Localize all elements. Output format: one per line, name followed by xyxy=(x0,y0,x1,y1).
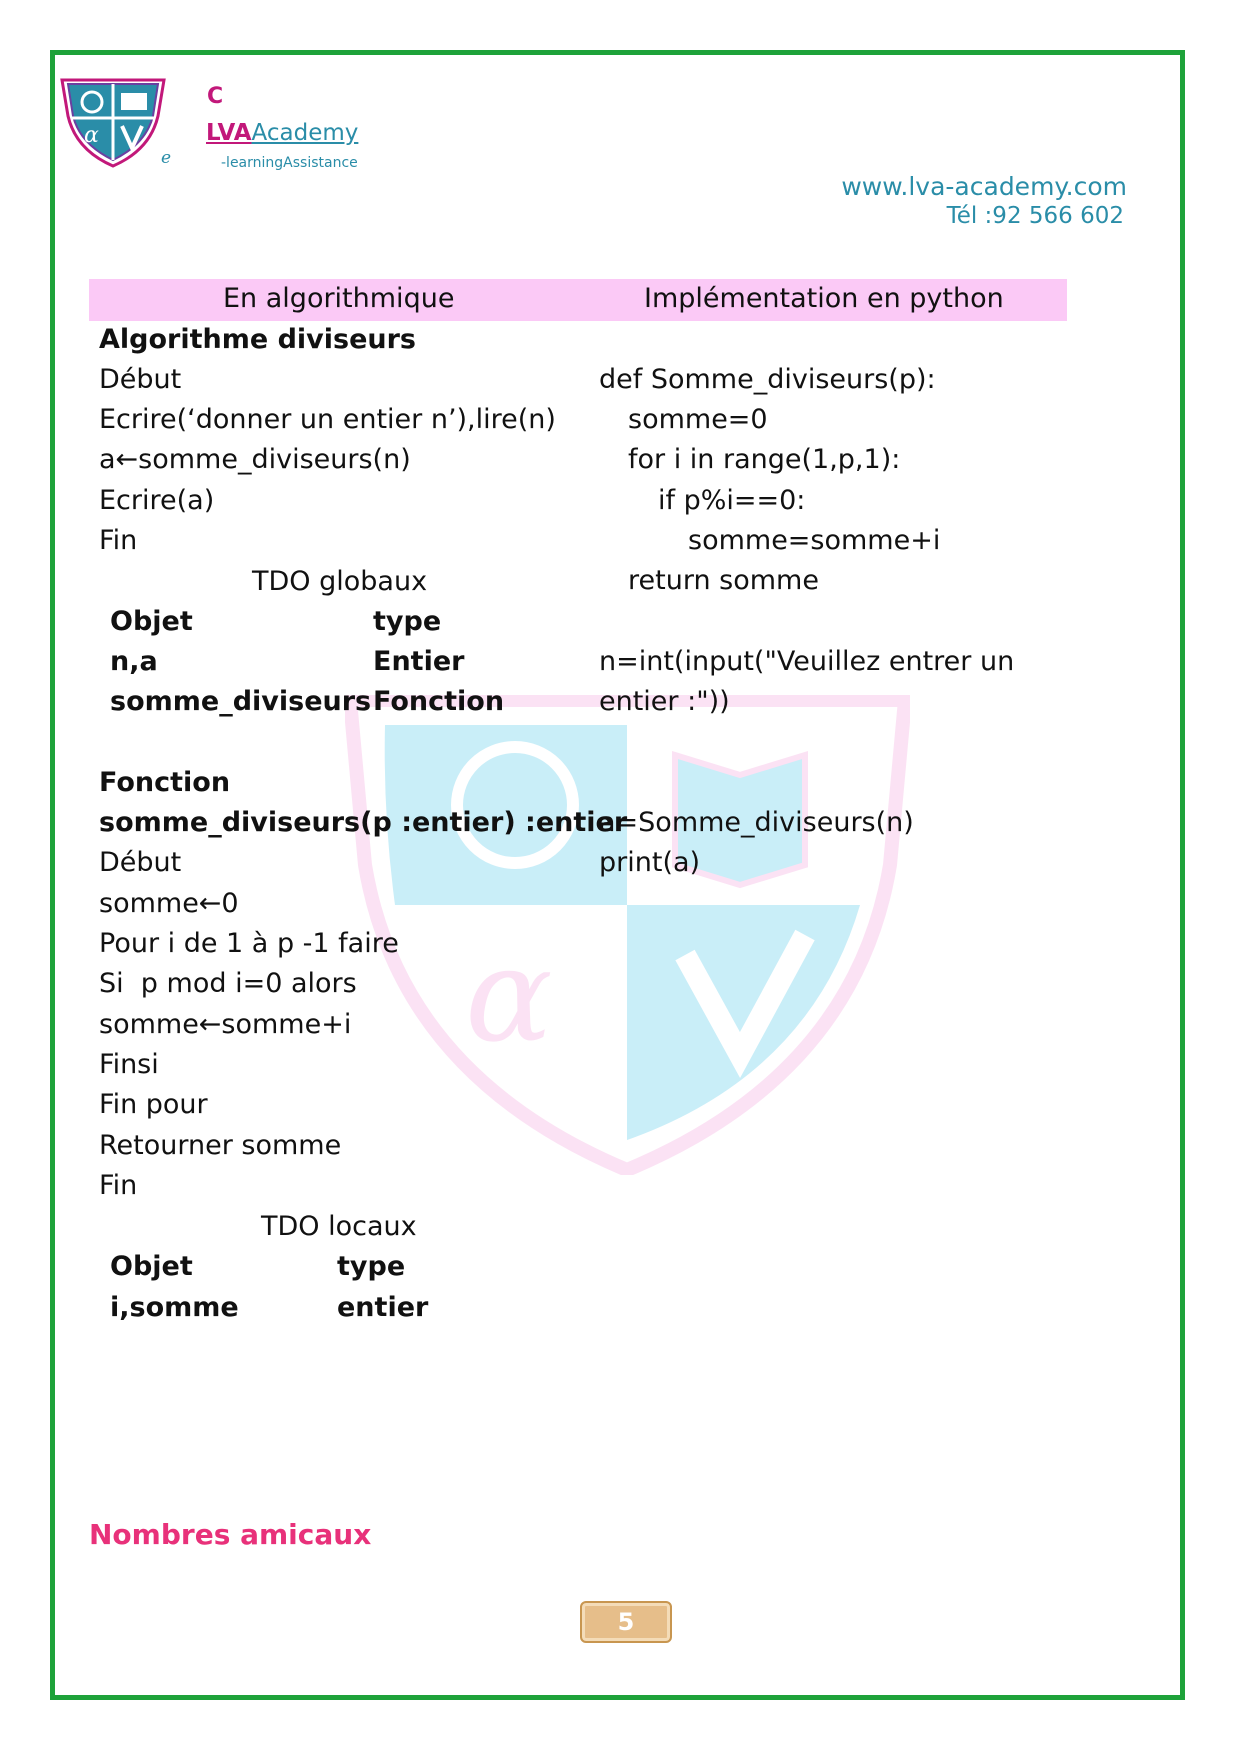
python-code-line: somme=somme+i xyxy=(688,525,941,556)
brand-academy: Academy xyxy=(251,120,359,146)
python-code-line: for i in range(1,p,1): xyxy=(628,444,901,475)
algo-main-line: Fin xyxy=(99,525,138,556)
tdo-local-cell: i,somme xyxy=(110,1292,239,1323)
phone-number: Tél :92 566 602 xyxy=(946,203,1124,229)
tdo-local-header-objet: Objet xyxy=(110,1251,193,1282)
brand-letter-e: e xyxy=(161,148,172,168)
algo-function-line: Fin xyxy=(99,1170,138,1201)
python-code-line: entier :")) xyxy=(599,686,730,717)
python-code-line: print(a) xyxy=(599,847,701,878)
python-code-line: a=Somme_diviseurs(n) xyxy=(599,807,914,838)
header-python: Implémentation en python xyxy=(644,283,1004,314)
algo-main-line: Début xyxy=(99,364,182,395)
tdo-local-cell: entier xyxy=(337,1292,429,1323)
website-link[interactable]: www.lva-academy.com xyxy=(841,172,1127,201)
algo-main-line: a←somme_diviseurs(n) xyxy=(99,444,411,475)
algo-function-line: Début xyxy=(99,847,182,878)
tdo-global-header-objet: Objet xyxy=(110,606,193,637)
brand-name xyxy=(206,120,358,146)
section-title: Nombres amicaux xyxy=(89,1518,372,1551)
page-number: 5 xyxy=(617,1608,635,1636)
brand-letter-c: C xyxy=(207,84,224,109)
tdo-global-cell: Fonction xyxy=(373,686,505,717)
algo-function-line: Finsi xyxy=(99,1049,159,1080)
lva-academy-logo xyxy=(58,76,168,168)
algo-function-line: somme←0 xyxy=(99,888,239,919)
python-code-line: if p%i==0: xyxy=(658,485,806,516)
tdo-local-header-type: type xyxy=(337,1251,406,1282)
tdo-global-header-type: type xyxy=(373,606,442,637)
algo-main-line: Ecrire(a) xyxy=(99,485,215,516)
brand-tagline: -learningAssistance xyxy=(221,155,358,171)
algo-function-line: Pour i de 1 à p -1 faire xyxy=(99,928,399,959)
header-algorithmique: En algorithmique xyxy=(223,283,455,314)
python-code-line: somme=0 xyxy=(628,404,768,435)
python-code-line: return somme xyxy=(628,565,819,596)
function-signature: somme_diviseurs(p :entier) :entier xyxy=(99,807,628,838)
tdo-global-title: TDO globaux xyxy=(252,566,428,597)
tdo-global-cell: Entier xyxy=(373,646,465,677)
brand-lva: LVA xyxy=(206,120,252,146)
tdo-local-title: TDO locaux xyxy=(261,1211,417,1242)
page-number-badge xyxy=(580,1601,672,1643)
algorithm-title: Algorithme diviseurs xyxy=(99,324,416,355)
algo-function-line: Si p mod i=0 alors xyxy=(99,968,357,999)
watermark-shield-logo xyxy=(345,695,910,1175)
tdo-global-cell: somme_diviseurs xyxy=(110,686,372,717)
algo-function-line: Retourner somme xyxy=(99,1130,342,1161)
python-code-line: n=int(input("Veuillez entrer un xyxy=(599,646,1015,677)
python-code-line: def Somme_diviseurs(p): xyxy=(599,364,936,395)
svg-text:α: α xyxy=(465,919,553,1071)
algo-function-line: Fin pour xyxy=(99,1089,208,1120)
algo-main-line: Ecrire(‘donner un entier n’),lire(n) xyxy=(99,404,556,435)
algo-function-line: somme←somme+i xyxy=(99,1009,352,1040)
table-header-band xyxy=(89,279,1067,321)
svg-text:α: α xyxy=(84,123,99,148)
tdo-global-cell: n,a xyxy=(110,646,158,677)
function-title-keyword: Fonction xyxy=(99,767,231,798)
